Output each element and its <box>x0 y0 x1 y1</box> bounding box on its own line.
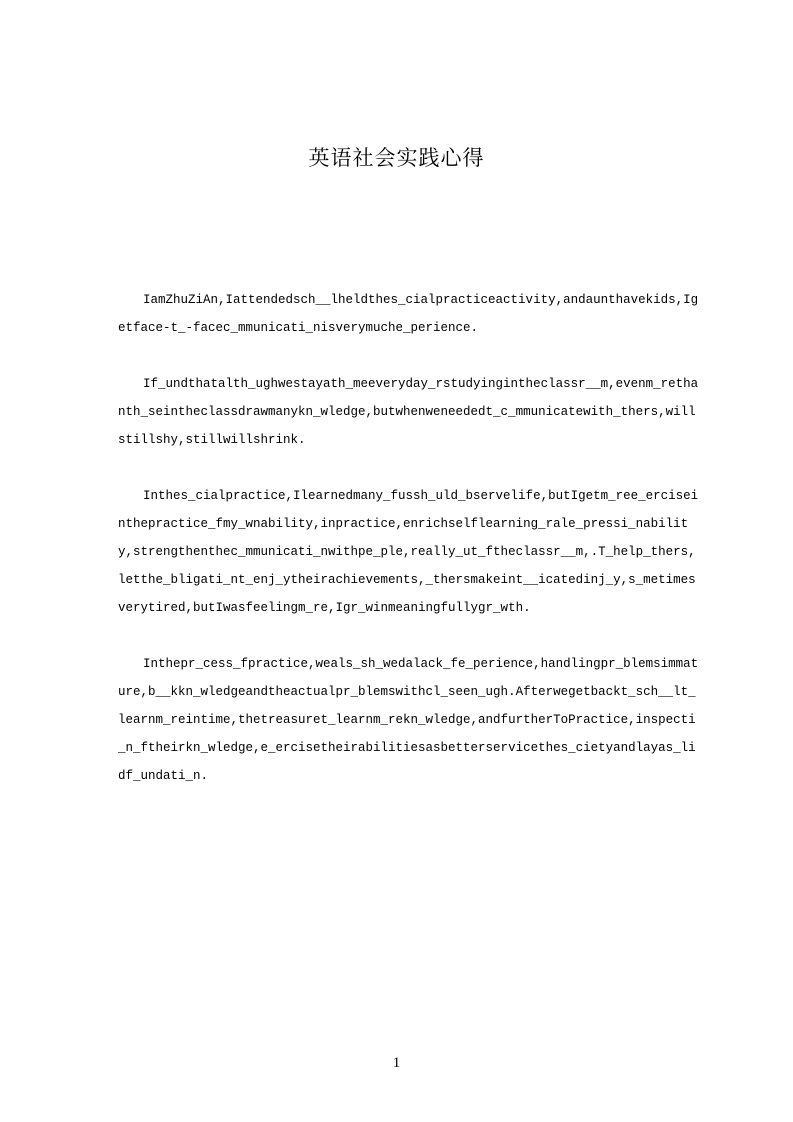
paragraph-2: If_undthatalth_ughwestayath_meeveryday_rstudyingintheclassr__m,evenm_rethanth_seintheclassdrawmanykn_wledge,butwhenweneededt_c_mmunicatewith_thers,willstillshy,stillwillshrink. <box>118 377 699 447</box>
paragraph-1: IamZhuZiAn,Iattendedsch__lheldthes_cialpracticeactivity,andaunthavekids,Igetface-t_-facec_mmunicati_nisverymuche_perience. <box>118 293 699 335</box>
page-number: 1 <box>392 1055 401 1071</box>
paragraph-3: Inthes_cialpractice,Ilearnedmany_fussh_uld_bservelife,butIgetm_ree_erciseinthepractice_fmy_wnability,inpractice,enrichselflearning_rale_pressi_nability,strengthenthec_mmunicati_nwithpe_ple,really_ut_ftheclassr__m,.T_help_thers,letthe_bligati_nt_enj_ytheirachievements,_thersmakeint__icatedinj_y,s_metimesverytired,butIwasfeelingm_re,Igr_winmeaningfullygr_wth. <box>118 489 699 615</box>
document-body <box>118 286 700 818</box>
document-title: 英语社会实践心得 <box>308 146 485 170</box>
paragraph-4: Inthepr_cess_fpractice,weals_sh_wedalack_fe_perience,handlingpr_blemsimmature,b__kkn_wledgeandtheactualpr_blemswithcl_seen_ugh.Afterwegetbackt_sch__lt_learnm_reintime,thetreasuret_learnm_rekn_wledge,andfurtherToPractice,inspecti_n_ftheirkn_wledge,e_ercisetheirabilitiesasbetterservicethes_cietyandlayas_lidf_undati_n. <box>118 657 699 783</box>
